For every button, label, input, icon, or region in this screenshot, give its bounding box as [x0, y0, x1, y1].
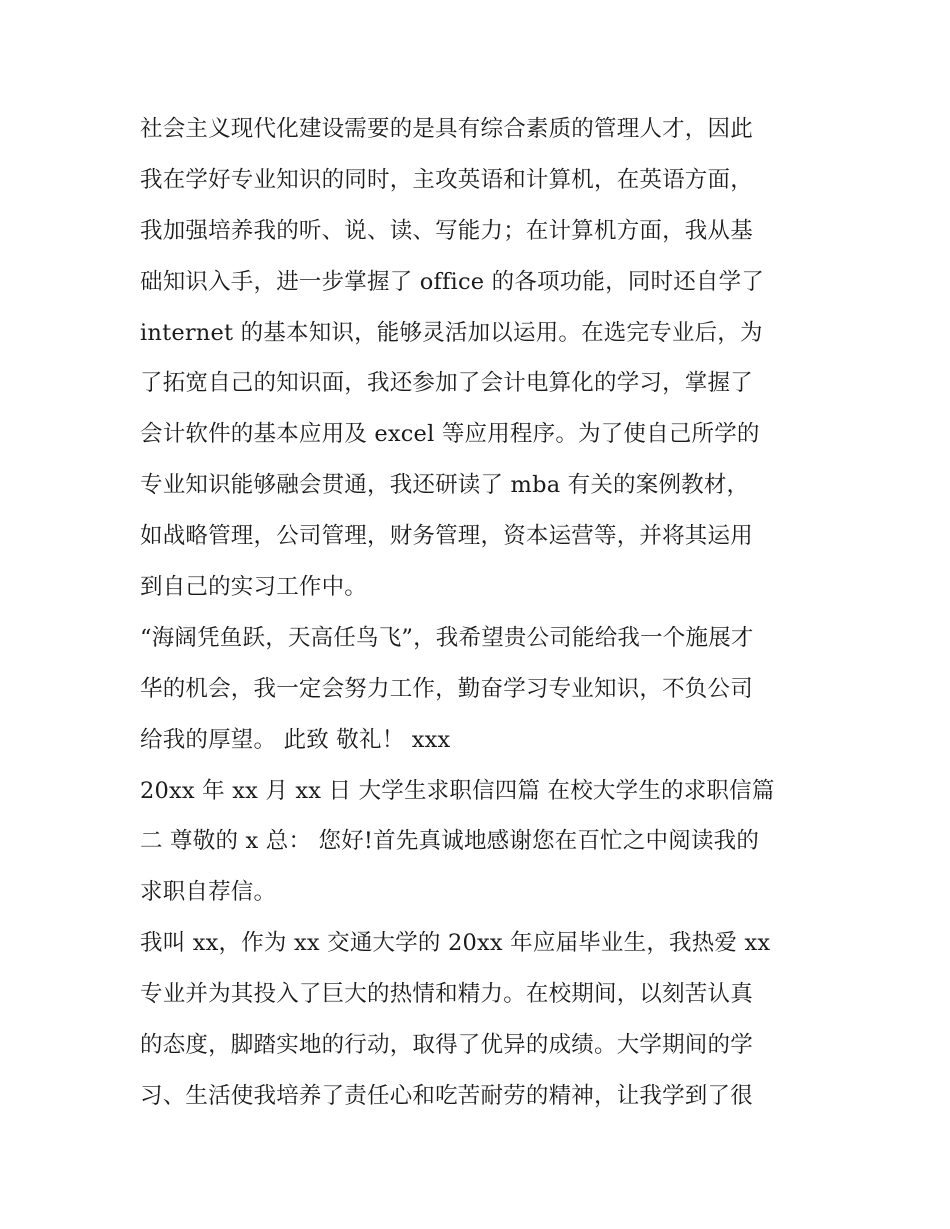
text-line: 社会主义现代化建设需要的是具有综合素质的管理人才，因此	[140, 116, 753, 142]
text-line: “海阔凭鱼跃，天高任鸟飞”，我希望贵公司能给我一个施展才	[140, 624, 754, 651]
text-line: 专业并为其投入了巨大的热情和精力。在校期间，以刻苦认真	[140, 981, 753, 1008]
text-line: 如战略管理，公司管理，财务管理，资本运营等，并将其运用	[140, 523, 753, 550]
text-line: 的态度，脚踏实地的行动，取得了优异的成绩。大学期间的学	[140, 1032, 753, 1059]
text-line: 给我的厚望。 此致 敬礼！ xxx	[140, 726, 451, 753]
text-line: 习、生活使我培养了责任心和吃苦耐劳的精神，让我学到了很	[140, 1082, 753, 1109]
text-line: 求职自荐信。	[140, 879, 277, 906]
text-line: 华的机会，我一定会努力工作，勤奋学习专业知识，不负公司	[140, 675, 753, 702]
text-line: 20xx 年 xx 月 xx 日 大学生求职信四篇 在校大学生的求职信篇	[140, 777, 775, 804]
text-line: internet 的基本知识，能够灵活加以运用。在选完专业后，为	[140, 319, 763, 346]
text-line: 会计软件的基本应用及 excel 等应用程序。为了使自己所学的	[140, 421, 760, 448]
text-line: 础知识入手，进一步掌握了 office 的各项功能，同时还自学了	[140, 268, 765, 295]
text-line: 我在学好专业知识的同时，主攻英语和计算机，在英语方面，	[140, 166, 753, 193]
text-line: 了拓宽自己的知识面，我还参加了会计电算化的学习，掌握了	[140, 370, 753, 397]
text-line: 我加强培养我的听、说、读、写能力；在计算机方面，我从基	[140, 217, 753, 244]
text-line: 我叫 xx，作为 xx 交通大学的 20xx 年应届毕业生，我热爱 xx	[140, 930, 771, 957]
text-line: 二 尊敬的 x 总： 您好!首先真诚地感谢您在百忙之中阅读我的	[140, 828, 760, 855]
text-line: 专业知识能够融会贯通，我还研读了 mba 有关的案例教材，	[140, 472, 750, 499]
document-body	[140, 104, 820, 1122]
text-line: 到自己的实习工作中。	[140, 574, 368, 601]
